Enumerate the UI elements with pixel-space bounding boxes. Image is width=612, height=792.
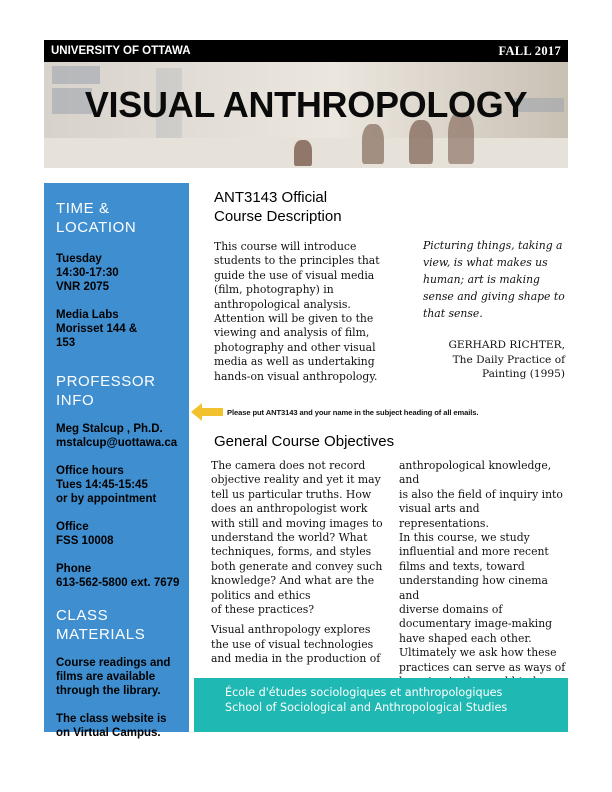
- phone-block: Phone 613-562-5800 ext. 7679: [56, 563, 180, 589]
- banner-image: [44, 62, 568, 168]
- professor-info-heading: PROFESSOR INFO: [56, 373, 156, 409]
- time-location-heading: TIME & LOCATION: [56, 200, 137, 236]
- office-block: Office FSS 10008: [56, 521, 114, 547]
- materials-block: Course readings and films are available through the library.: [56, 657, 171, 697]
- quote-attribution: GERHARD RICHTER, The Daily Practice of Painting (1995): [448, 339, 565, 380]
- school-name-french: École d'études sociologiques et anthropologiques: [225, 686, 503, 699]
- institution-name: UNIVERSITY OF OTTAWA: [51, 45, 191, 57]
- course-title: VISUAL ANTHROPOLOGY: [84, 84, 528, 125]
- website-block: The class website is on Virtual Campus.: [56, 713, 167, 739]
- term-label: FALL 2017: [498, 43, 561, 58]
- arrow-left-icon: [190, 401, 224, 423]
- class-materials-heading: CLASS MATERIALS: [56, 607, 146, 643]
- sidebar-panel: [44, 183, 189, 739]
- richter-quote: Picturing things, taking a view, is what makes us human; art is making sense and giving shape to that sense.: [423, 239, 565, 320]
- email-subject-note: Please put ANT3143 and your name in the subject heading of all emails.: [227, 408, 479, 417]
- schedule-block: Tuesday 14:30-17:30 VNR 2075: [56, 253, 119, 293]
- office-hours-block: Office hours Tues 14:45-15:45 or by appointment: [56, 465, 157, 505]
- objectives-right-column: anthropological knowledge, and is also the field of inquiry into visual arts and representations. In this course, we study influential and more recent films and texts, toward understanding how cinema and diverse domains of documentary image-making have shaped each other. Ultimately we ask how these practices can serve as ways of: [399, 459, 566, 674]
- professor-contact-block: Meg Stalcup , Ph.D. mstalcup@uottawa.ca: [56, 422, 189, 450]
- objectives-left-column: The camera does not record objective reality and yet it may tell us particular truths. How does an anthropologist work with still and moving images to understand the world? What techniques, forms, and styles both generate and convey such knowledge? And what are the politics and ethics of these practices? Visual anthropology explores the use of visual technologies and media in the production of: [211, 459, 383, 666]
- school-name-english: School of Sociological and Anthropological Studies: [225, 701, 508, 714]
- description-body: This course will introduce students to the principles that guide the use of visual media (film, photography) in anthropological analysis. Attention will be given to the viewing and analysis of film, photography and other visual media as well as undertaking hands-on visual anthropology.: [214, 240, 380, 383]
- description-title: ANT3143 Official Course Description: [214, 189, 342, 225]
- objectives-title: General Course Objectives: [214, 433, 395, 450]
- header-bar: [44, 40, 568, 62]
- media-labs-block: Media Labs Morisset 144 & 153: [56, 309, 138, 349]
- professor-email-link[interactable]: mstalcup@uottawa.ca: [56, 437, 178, 449]
- school-footer: [194, 678, 568, 732]
